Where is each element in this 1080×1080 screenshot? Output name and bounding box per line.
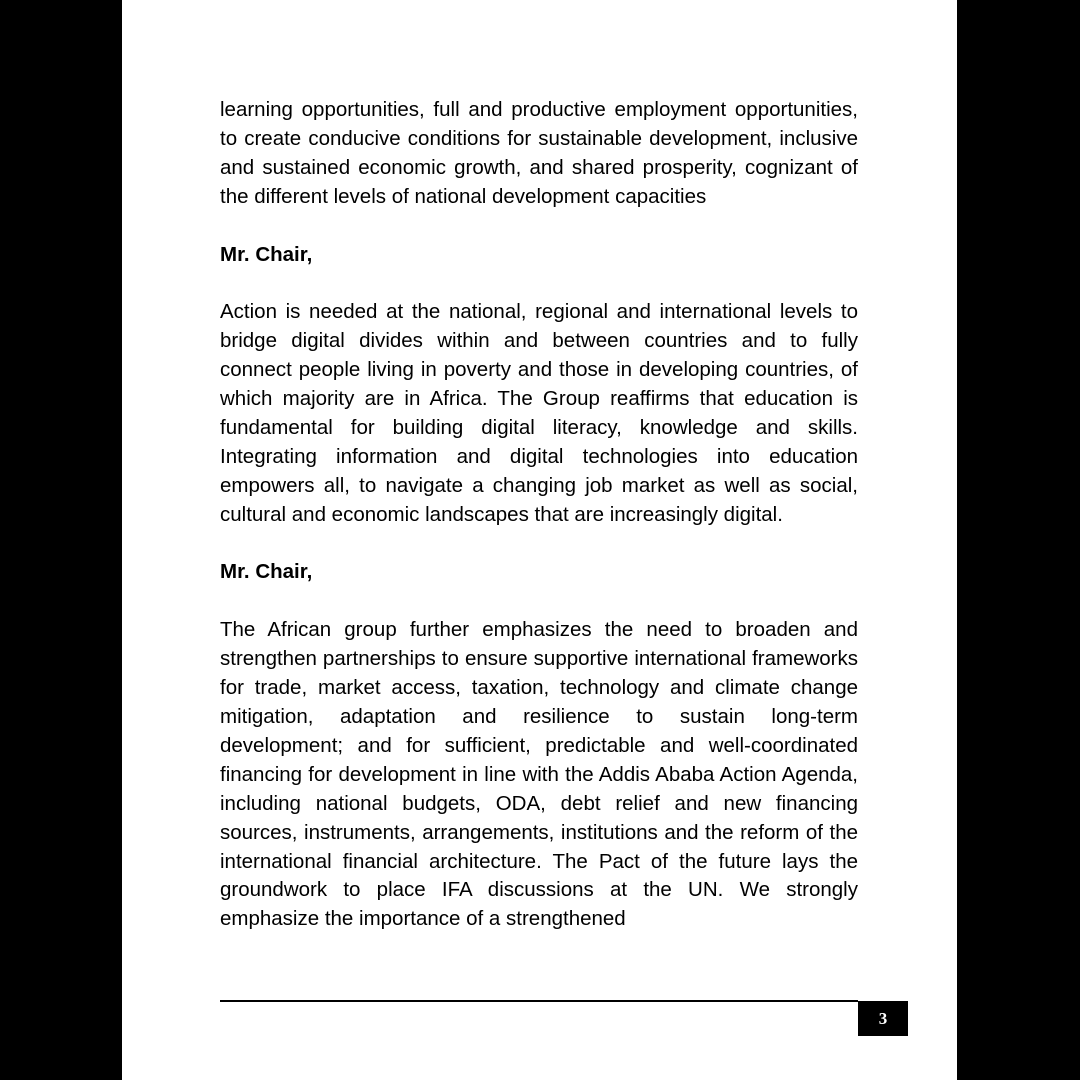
document-page [122, 0, 957, 1080]
salutation: Mr. Chair, [220, 560, 313, 584]
salutation: Mr. Chair, [220, 242, 313, 266]
page-body [220, 96, 858, 934]
page-number: 3 [858, 1001, 908, 1036]
paragraph-partnerships: The African group further emphasizes the need to broaden and strengthen partnerships to ensure supportive international frameworks for trade, market access, taxation, technology and climate change mitigation, adaptation and resilience to sustain long-term development; and for sufficient, predictable and well-coordinated financing for development in line with the Addis Ababa Action Agenda, including national budgets, ODA, debt relief and new financing sources, instruments, arrangements, institutions and the reform of the international financial architecture. The Pact of the future lays the groundwork to place IFA discussions at the UN. We strongly emphasize the importance of a strengthened [220, 618, 858, 931]
footer-rule [220, 1000, 858, 1002]
paragraph-continuation: learning opportunities, full and productive employment opportunities, to create conducive conditions for sustainable development, inclusive and sustained economic growth, and shared prosperity, cognizant of the different levels of national development capacities [220, 98, 858, 208]
paragraph-digital-divides: Action is needed at the national, regional and international levels to bridge digital divides within and between countries and to fully connect people living in poverty and those in developing countries, of which majority are in Africa. The Group reaffirms that education is fundamental for building digital literacy, knowledge and skills. Integrating information and digital technologies into education empowers all, to navigate a changing job market as well as social, cultural and economic landscapes that are increasingly digital. [220, 300, 858, 526]
